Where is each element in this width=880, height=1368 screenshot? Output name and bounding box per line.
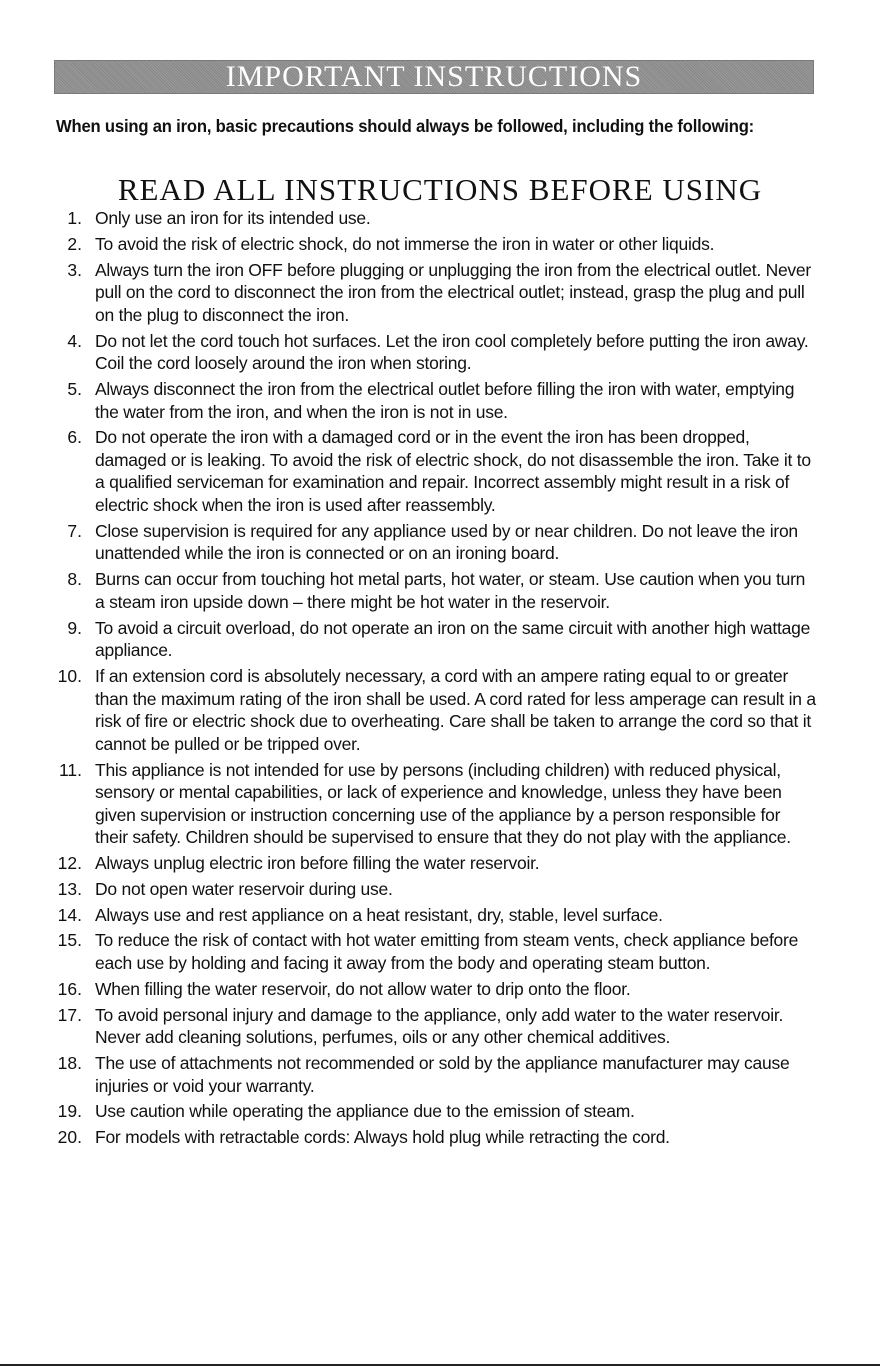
item-text: This appliance is not intended for use by persons (including children) with reduced physical, sensory or mental capabilities, or lack of experience and knowledge, unless they have been given supervision or instruction concerning use of the appliance by a person responsible for their safety. Children should be supervised to ensure that they do not play with the appliance. [95,759,791,848]
item-number: 9. [67,617,82,638]
item-text: Always unplug electric iron before filling the water reservoir. [95,853,540,874]
section-heading: READ ALL INSTRUCTIONS BEFORE USING [117,172,763,207]
item-text: To avoid the risk of electric shock, do not immerse the iron in water or other liquids. [95,233,715,254]
list-item [0,1052,880,1097]
item-number: 2. [67,233,82,254]
list-item [0,259,880,327]
item-number: 14. [57,904,82,925]
item-text: For models with retractable cords: Always hold plug while retracting the cord. [95,1127,670,1148]
item-text: If an extension cord is absolutely necessary, a cord with an ampere rating equal to or greater than the maximum rating of the iron shall be used. A cord rated for less amperage can result in a risk of fire or electric shock due to overheating. Care shall be taken to arrange the cord so that it cannot be pulled or be tripped over. [95,665,816,754]
item-number: 15. [57,930,82,951]
item-text: Do not open water reservoir during use. [95,878,393,899]
item-number: 5. [67,378,82,399]
item-number: 13. [57,878,82,899]
list-item [0,759,880,849]
list-item [0,878,880,901]
list-item [0,852,880,875]
list-item [0,1126,880,1149]
list-item [0,330,880,375]
item-text: Close supervision is required for any appliance used by or near children. Do not leave the iron unattended while the iron is connected or on an ironing board. [95,520,798,564]
intro-paragraph: When using an iron, basic precautions should always be followed, including the following: [56,116,755,136]
list-item [0,568,880,613]
item-text: To avoid a circuit overload, do not operate an iron on the same circuit with another high wattage appliance. [95,617,811,661]
item-text: To avoid personal injury and damage to the appliance, only add water to the water reservoir. Never add cleaning solutions, perfumes, oils or any other chemical additives. [95,1004,784,1048]
list-item [0,378,880,423]
list-item [0,978,880,1001]
item-number: 17. [57,1004,82,1025]
item-text: Always disconnect the iron from the electrical outlet before filling the iron with water, emptying the water from the iron, and when the iron is not in use. [95,378,795,422]
item-number: 3. [67,259,82,280]
item-number: 18. [57,1052,82,1073]
item-text: Always use and rest appliance on a heat resistant, dry, stable, level surface. [95,904,663,925]
item-text: Burns can occur from touching hot metal parts, hot water, or steam. Use caution when you turn a steam iron upside down – there might be hot water in the reservoir. [95,569,806,612]
list-item [0,426,880,516]
item-number: 10. [57,665,82,686]
item-number: 1. [67,208,82,228]
title-banner [54,60,814,94]
item-number: 6. [67,427,82,448]
list-item [0,233,880,256]
item-number: 16. [57,978,82,999]
item-text: Do not let the cord touch hot surfaces. Let the iron cool completely before putting the iron away. Coil the cord loosely around the iron when storing. [95,330,809,374]
item-text: Always turn the iron OFF before plugging or unplugging the iron from the electrical outlet. Never pull on the cord to disconnect the iron from the electrical outlet; instead, grasp the plug and pull on the plug to disconnect the iron. [95,259,811,325]
item-number: 4. [67,330,82,351]
bottom-border-line [0,1364,880,1366]
item-number: 7. [67,520,82,541]
item-number: 8. [67,569,82,590]
item-text: Use caution while operating the appliance due to the emission of steam. [95,1101,635,1122]
list-item [0,1004,880,1049]
list-item [0,1100,880,1123]
item-number: 11. [58,759,82,780]
item-text: Only use an iron for its intended use. [95,208,371,228]
list-item [0,207,880,230]
item-number: 20. [57,1127,82,1148]
list-item [0,520,880,565]
item-number: 12. [57,853,82,874]
item-text: To reduce the risk of contact with hot water emitting from steam vents, check appliance before each use by holding and facing it away from the body and operating steam button. [95,930,799,974]
list-item [0,904,880,927]
list-item [0,617,880,662]
list-item [0,665,880,755]
banner-title: IMPORTANT INSTRUCTIONS [225,60,643,93]
item-text: The use of attachments not recommended or sold by the appliance manufacturer may cause injuries or void your warranty. [95,1052,790,1096]
instructions-list [0,207,880,1152]
item-text: Do not operate the iron with a damaged cord or in the event the iron has been dropped, damaged or is leaking. To avoid the risk of electric shock, do not disassemble the iron. Take it to a qualified serviceman for examination and repair. Incorrect assembly might result in a risk of electric shock when the iron is used after reassembly. [95,427,811,516]
item-number: 19. [57,1101,82,1122]
list-item [0,929,880,974]
item-text: When filling the water reservoir, do not allow water to drip onto the floor. [95,978,631,999]
